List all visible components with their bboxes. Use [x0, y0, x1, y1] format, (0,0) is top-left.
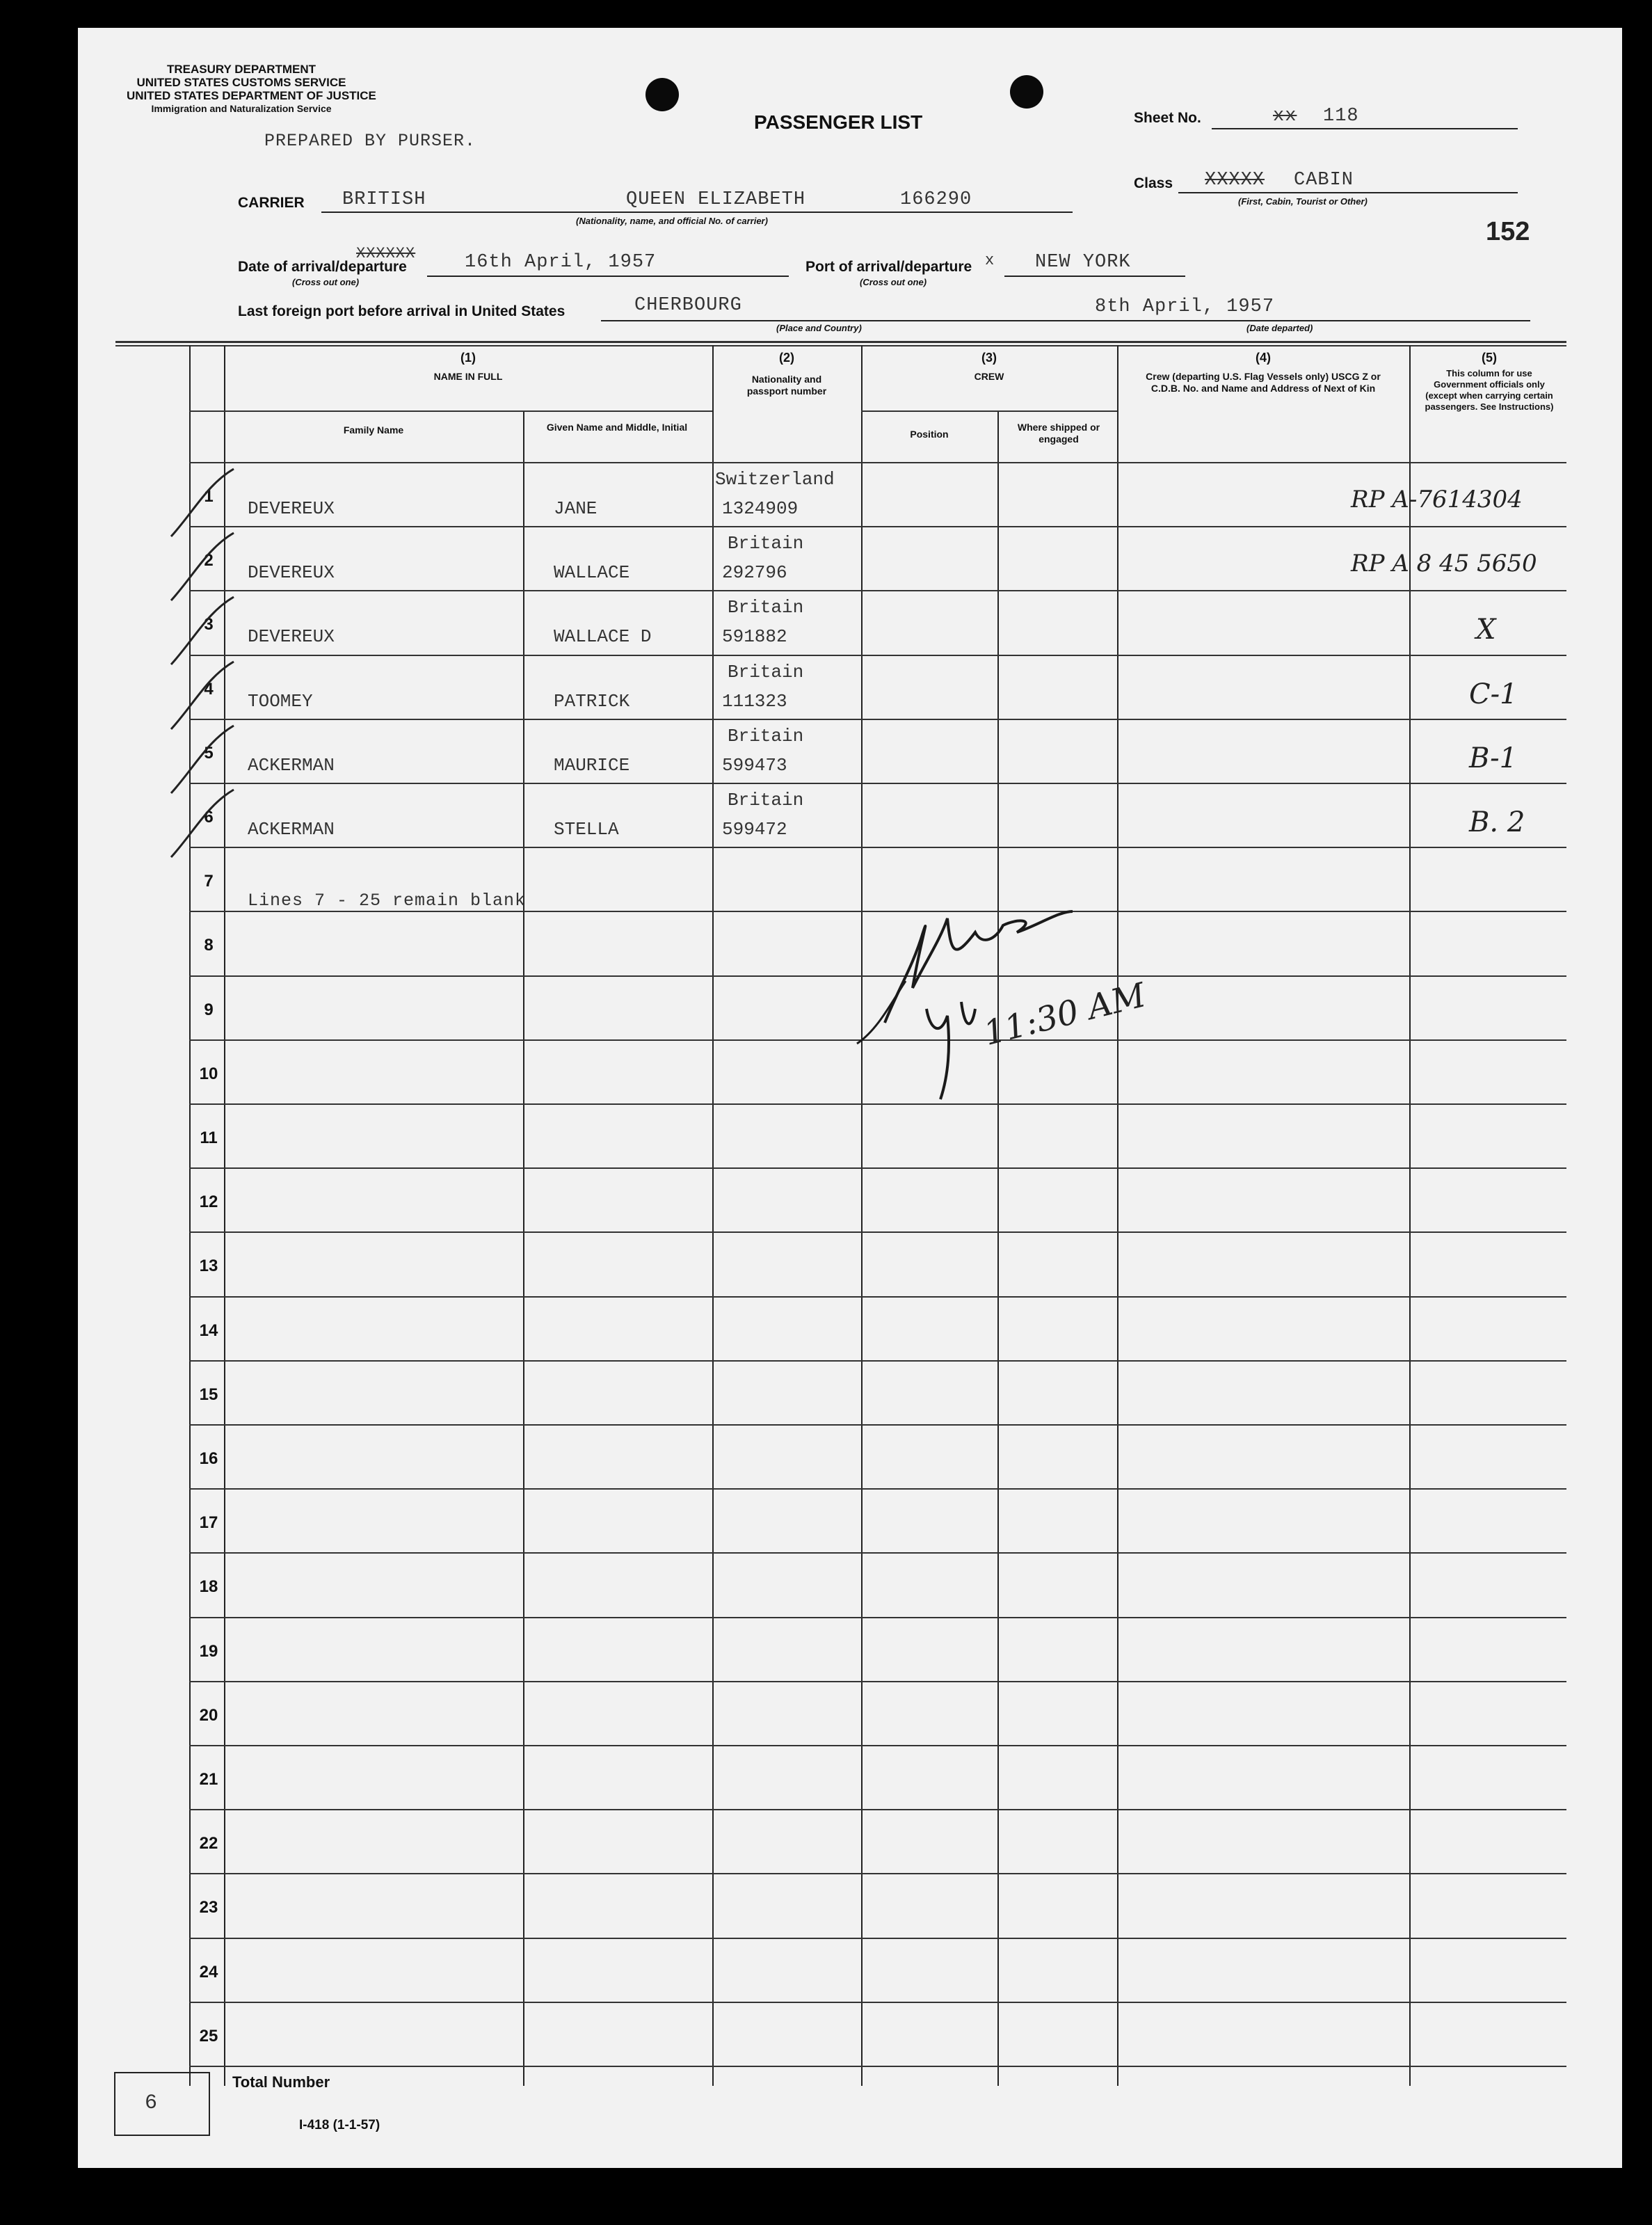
row-number: 4 [204, 679, 214, 699]
row-line [189, 1424, 1566, 1426]
given-name-cell: MAURICE [554, 754, 630, 776]
row-number: 14 [199, 1321, 218, 1340]
row-line [189, 655, 1566, 656]
row-number: 17 [199, 1513, 218, 1533]
port-caption: (Cross out one) [860, 277, 927, 287]
row-number: 8 [204, 936, 214, 955]
row-number: 18 [199, 1577, 218, 1597]
port-struck: x [985, 252, 995, 269]
row-line [189, 1809, 1566, 1810]
given-name-cell: STELLA [554, 819, 619, 840]
total-value: 6 [145, 2091, 159, 2115]
col3-title: CREW [974, 371, 1004, 382]
passport-cell: 591882 [722, 626, 787, 648]
nationality-cell: Britain [728, 725, 804, 747]
passport-cell: 599473 [722, 754, 787, 776]
col5-title: This column for use Government officials only (except when carrying certain passengers. See Instructions) [1425, 368, 1554, 412]
passport-cell: 1324909 [722, 498, 799, 519]
family-name-cell: DEVEREUX [248, 498, 335, 519]
official-notation: X [1476, 614, 1496, 646]
official-notation: RP A-7614304 [1351, 486, 1523, 513]
arrival-caption: (Cross out one) [292, 277, 360, 287]
form-number: I-418 (1-1-57) [299, 2118, 380, 2132]
agency-header [127, 63, 376, 115]
row-line [189, 2066, 1566, 2067]
row-line [189, 526, 1566, 527]
col2-title: Nationality and passport number [746, 374, 827, 397]
family-name-cell: ACKERMAN [248, 754, 335, 776]
row-number: 23 [199, 1898, 218, 1917]
sheet-label: Sheet No. [1134, 110, 1201, 126]
row-line [189, 847, 1566, 848]
arrival-struck: XXXXXX [356, 245, 416, 262]
agency-line-3: UNITED STATES DEPARTMENT OF JUSTICE [127, 89, 376, 102]
passport-cell: 599472 [722, 819, 787, 840]
last-port-label: Last foreign port before arrival in United States [238, 303, 566, 319]
arrival-date: 16th April, 1957 [465, 252, 657, 273]
row-line [189, 1938, 1566, 1939]
row-line [189, 719, 1566, 720]
row-line [189, 1231, 1566, 1233]
given-name-header: Given Name and Middle, Initial [546, 422, 688, 433]
row-number: 15 [199, 1385, 218, 1404]
row-line [189, 1296, 1566, 1298]
row-number: 11 [200, 1129, 218, 1147]
carrier-label: CARRIER [238, 195, 305, 211]
family-name-cell: DEVEREUX [248, 562, 335, 584]
row-number: 21 [199, 1770, 218, 1789]
last-port-place: CHERBOURG [634, 295, 742, 316]
col2-number: (2) [779, 351, 794, 365]
class-struck: XXXXX [1205, 170, 1265, 191]
port-value: NEW YORK [1035, 252, 1131, 273]
row-number: 12 [199, 1193, 218, 1212]
col4-title: Crew (departing U.S. Flag Vessels only) USCG Z or C.D.B. No. and Name and Address of Next of Kin [1146, 371, 1381, 394]
row-number: 2 [204, 551, 214, 571]
arrival-label: Date of arrival/departure [238, 259, 407, 275]
col3-number: (3) [981, 351, 997, 365]
row-line [189, 590, 1566, 591]
carrier-caption: (Nationality, name, and official No. of carrier) [576, 216, 768, 226]
class-label: Class [1134, 175, 1173, 191]
given-name-cell: WALLACE D [554, 626, 652, 648]
row-number: 16 [199, 1449, 218, 1468]
sheet-number: 118 [1323, 106, 1359, 127]
agency-line-1: TREASURY DEPARTMENT [166, 63, 316, 76]
col1-number: (1) [460, 351, 476, 365]
family-name-header: Family Name [343, 424, 404, 436]
col3-header [861, 352, 1117, 383]
row-line [189, 1552, 1566, 1554]
nationality-cell: Britain [728, 790, 804, 811]
carrier-official-no: 166290 [900, 189, 972, 210]
row-number: 9 [204, 1000, 214, 1019]
row-number: 20 [199, 1705, 218, 1725]
total-box [114, 2072, 210, 2136]
class-caption: (First, Cabin, Tourist or Other) [1238, 196, 1368, 207]
passport-cell: 111323 [722, 690, 787, 712]
row-line [189, 1167, 1566, 1169]
punch-hole-left [645, 78, 679, 111]
last-port-place-caption: (Place and Country) [776, 323, 862, 333]
given-name-cell: PATRICK [554, 690, 630, 712]
agency-line-2: UNITED STATES CUSTOMS SERVICE [136, 76, 346, 89]
row-number: 19 [199, 1641, 218, 1661]
col2-header [716, 352, 857, 397]
col5-number: (5) [1482, 351, 1497, 365]
col4-header [1124, 352, 1402, 394]
passport-cell: 292796 [722, 562, 787, 584]
shipped-header: Where shipped or engaged [1017, 422, 1100, 445]
total-label: Total Number [232, 2073, 330, 2091]
passenger-list-page [78, 28, 1622, 2168]
nationality-cell: Britain [728, 661, 804, 683]
last-port-date: 8th April, 1957 [1095, 296, 1275, 317]
row-number: 3 [204, 615, 214, 635]
row-number: 25 [199, 2026, 218, 2045]
official-notation: B-1 [1469, 742, 1518, 774]
check-mark-icon [166, 784, 235, 861]
class-value: CABIN [1294, 170, 1354, 191]
family-name-cell: TOOMEY [248, 690, 313, 712]
col4-number: (4) [1256, 351, 1271, 365]
official-notation: RP A 8 45 5650 [1351, 550, 1537, 578]
given-name-cell: WALLACE [554, 562, 630, 584]
prepared-by: PREPARED BY PURSER. [264, 131, 476, 151]
col1-title: NAME IN FULL [433, 371, 503, 382]
row-line [189, 1745, 1566, 1746]
row-number: 13 [199, 1257, 218, 1276]
row-number: 22 [199, 1834, 218, 1853]
row-line [189, 1488, 1566, 1490]
row-line [189, 1360, 1566, 1362]
row-line [189, 2002, 1566, 2003]
stamp-number: 152 [1486, 217, 1530, 246]
official-notation: B. 2 [1469, 806, 1525, 838]
last-port-date-caption: (Date departed) [1246, 323, 1313, 333]
carrier-nationality: BRITISH [342, 189, 426, 210]
nationality-cell: Britain [728, 533, 804, 555]
col5-header [1412, 352, 1566, 413]
row-number: 7 [204, 872, 214, 891]
family-name-cell: ACKERMAN [248, 819, 335, 840]
row-number: 6 [204, 808, 214, 827]
port-label: Port of arrival/departure [805, 259, 972, 275]
punch-hole-right [1010, 75, 1043, 109]
row-number: 1 [204, 487, 214, 506]
row-line [189, 1617, 1566, 1618]
row-number: 10 [199, 1064, 218, 1083]
position-header: Position [910, 429, 949, 440]
carrier-name: QUEEN ELIZABETH [626, 189, 806, 210]
col1-header [224, 352, 712, 383]
official-notation: C-1 [1469, 678, 1518, 710]
given-name-cell: JANE [554, 498, 598, 519]
nationality-cell: Britain [728, 597, 804, 619]
signature-time: 11:30 AM [979, 975, 1150, 1053]
family-name-cell: DEVEREUX [248, 626, 335, 648]
sheet-struck: xx [1273, 106, 1297, 127]
row-number: 24 [199, 1962, 218, 1981]
row-line [189, 1873, 1566, 1874]
agency-line-4: Immigration and Naturalization Service [151, 103, 332, 114]
row-number: 5 [204, 743, 214, 763]
page-title: PASSENGER LIST [754, 111, 923, 133]
row-line [189, 783, 1566, 784]
blank-lines-note: Lines 7 - 25 remain blank [248, 891, 527, 911]
nationality-cell: Switzerland [715, 469, 835, 490]
row-line [189, 1681, 1566, 1682]
